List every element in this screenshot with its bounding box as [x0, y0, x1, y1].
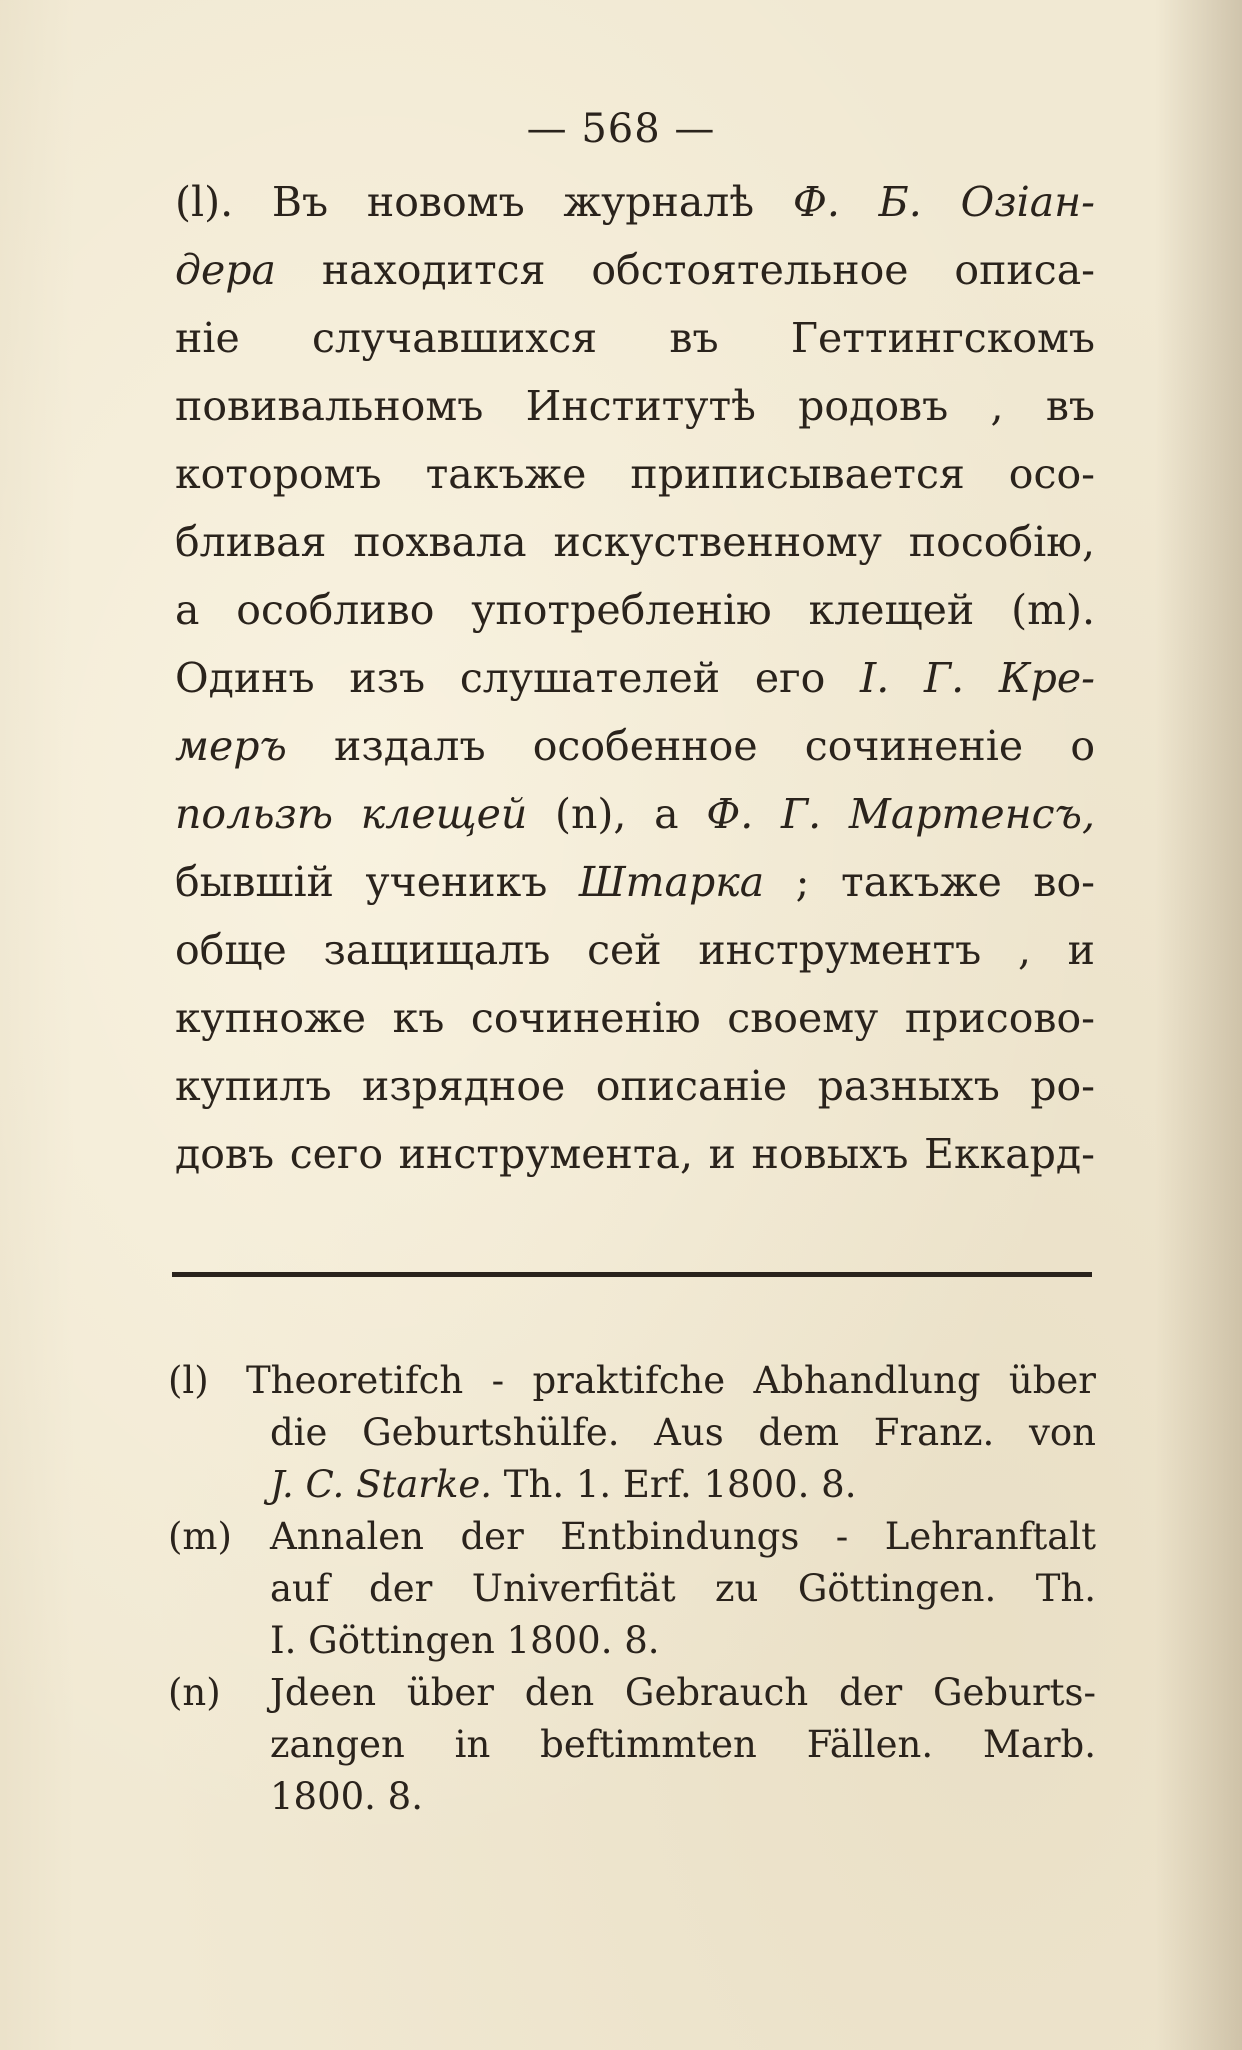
text-run: купилъ изрядное описаніе разныхъ ро-	[175, 1062, 1095, 1110]
text-line	[175, 644, 1095, 712]
text-run: обще защищалъ сей инструментъ , и	[175, 926, 1095, 974]
text-line	[175, 712, 1095, 780]
text-run: (n), а	[527, 790, 707, 838]
italic-text-run: J. C. Starke.	[270, 1463, 493, 1506]
footnote-text	[270, 1563, 1096, 1615]
main-text	[175, 168, 1095, 1188]
text-run: zangen in beftimmten Fällen. Marb.	[270, 1723, 1096, 1766]
footnote-separator	[172, 1272, 1092, 1277]
footnote-line	[168, 1771, 1096, 1823]
text-run: находится обстоятельное описа-	[275, 246, 1095, 294]
text-run: ніе случавшихся въ Геттингскомъ	[175, 314, 1095, 362]
text-run: Одинъ изъ слушателей его	[175, 654, 861, 702]
text-run: которомъ такъже приписывается осо-	[175, 450, 1095, 498]
text-line	[175, 1120, 1095, 1188]
text-run: Jdeen über den Gebrauch der Geburts-	[270, 1671, 1096, 1714]
text-line	[175, 372, 1095, 440]
text-line	[175, 780, 1095, 848]
italic-text-run: І. Г. Кре-	[860, 654, 1095, 702]
text-run: Th. 1. Erf. 1800. 8.	[492, 1463, 857, 1506]
footnote-line	[168, 1355, 1096, 1407]
text-run: а особливо употребленію клещей (m).	[175, 586, 1095, 634]
footnote-mark: (m)	[168, 1515, 232, 1558]
italic-text-run: меръ	[175, 722, 287, 770]
text-line	[175, 508, 1095, 576]
footnote-line	[168, 1407, 1096, 1459]
footnote-mark: (n)	[168, 1671, 221, 1714]
footnote-mark: (l)	[168, 1359, 209, 1402]
text-line	[175, 1052, 1095, 1120]
footnote-line	[168, 1719, 1096, 1771]
italic-text-run: дера	[175, 246, 276, 294]
footnote-line	[168, 1459, 1096, 1511]
italic-text-run: пользѣ клещей	[175, 790, 528, 838]
text-line	[175, 576, 1095, 644]
text-line	[175, 984, 1095, 1052]
text-line	[175, 440, 1095, 508]
text-run: auf der Univerfität zu Göttingen. Th.	[270, 1567, 1096, 1610]
italic-text-run: Штарка	[578, 858, 765, 906]
footnote-text	[270, 1667, 1096, 1719]
text-run: издалъ особенное сочиненіе о	[286, 722, 1095, 770]
italic-text-run: Ф. Б. Озіан-	[792, 178, 1095, 226]
text-run: 1800. 8.	[270, 1775, 423, 1818]
text-run: Theoretifch - praktifche Abhandlung über	[246, 1359, 1096, 1402]
text-line	[175, 304, 1095, 372]
text-run: бывшій ученикъ	[175, 858, 579, 906]
page-number: — 568 —	[526, 106, 716, 152]
text-line	[175, 848, 1095, 916]
text-run: довъ сего инструмента, и новыхъ Еккард-	[175, 1130, 1095, 1178]
footnote-text	[270, 1459, 1096, 1511]
text-run: повивальномъ Институтѣ родовъ , въ	[175, 382, 1095, 430]
footnote-line	[168, 1563, 1096, 1615]
footnote-line	[168, 1511, 1096, 1563]
footnote-text	[270, 1771, 1096, 1823]
footnote-text	[246, 1355, 1096, 1407]
text-run: I. Göttingen 1800. 8.	[270, 1619, 660, 1662]
footnote-text	[270, 1719, 1096, 1771]
text-line	[175, 236, 1095, 304]
text-line	[175, 168, 1095, 236]
text-run: ; такъже во-	[764, 858, 1095, 906]
text-run: купноже къ сочиненію своему присово-	[175, 994, 1095, 1042]
text-run: die Geburtshülfe. Aus dem Franz. von	[270, 1411, 1096, 1454]
text-run: (l). Въ новомъ журналѣ	[175, 178, 793, 226]
text-run: бливая похвала искуственному пособію,	[175, 518, 1095, 566]
footnote-line	[168, 1667, 1096, 1719]
footnote-text	[270, 1407, 1096, 1459]
italic-text-run: Ф. Г. Мартенсъ,	[706, 790, 1095, 838]
footnote-text	[270, 1615, 1096, 1667]
text-run: Annalen der Entbindungs - Lehranftalt	[270, 1515, 1096, 1558]
text-line	[175, 916, 1095, 984]
footnote-line	[168, 1615, 1096, 1667]
footnotes	[168, 1355, 1096, 1823]
footnote-text	[270, 1511, 1096, 1563]
